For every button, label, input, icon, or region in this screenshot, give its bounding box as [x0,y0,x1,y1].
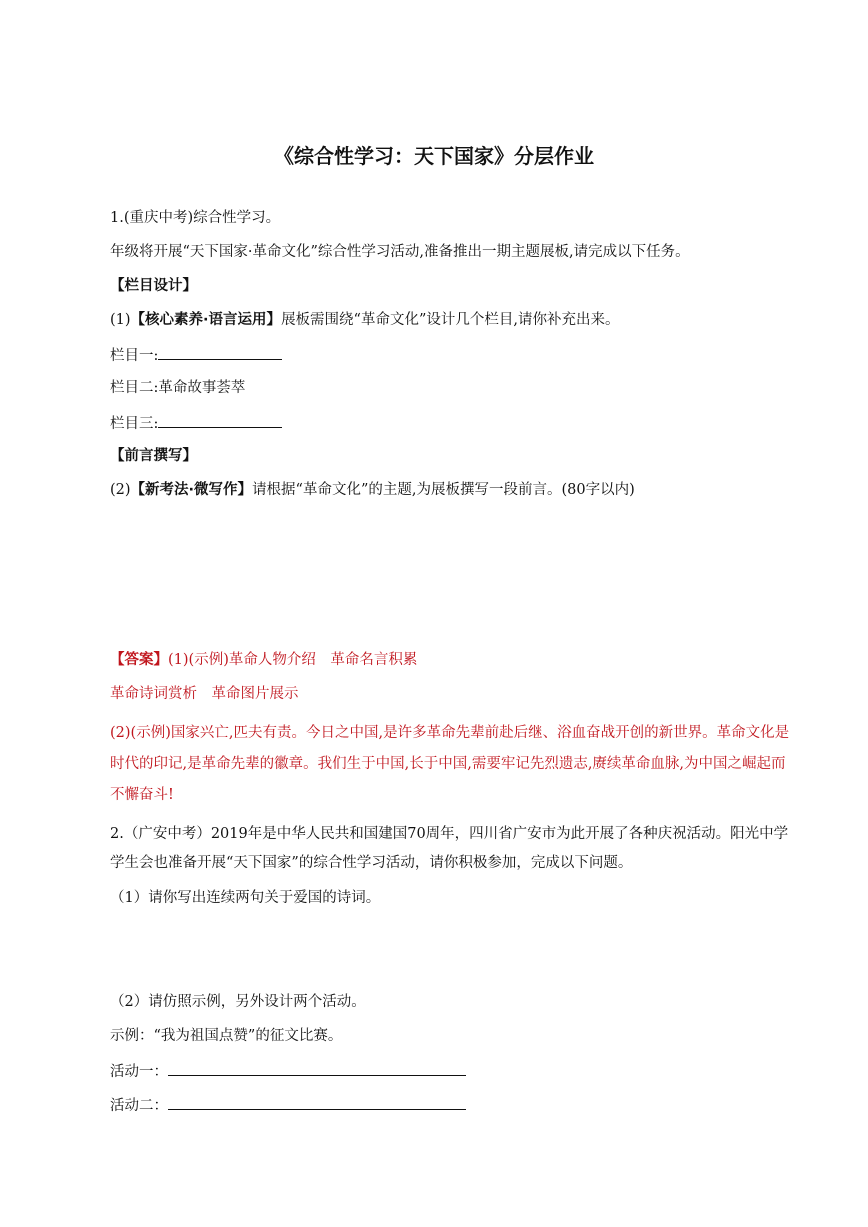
q1-sub2-tag: 【新考法·微写作】 [130,482,253,498]
q2-sub1: （1）请你写出连续两句关于爱国的诗词。 [110,890,381,906]
answer-part1-items: (1)(示例)革命人物介绍 革命名言积累 [168,652,418,668]
q2-example: 示例：“我为祖国点赞”的征文比赛。 [110,1028,343,1044]
page-title: 《综合性学习：天下国家》分层作业 [274,144,594,168]
q1-sub2-text: 请根据“革命文化”的主题,为展板撰写一段前言。(80字以内) [252,482,635,498]
q1-sub2-num: (2) [110,482,131,498]
q1-column1 [110,344,790,366]
q1-head: 1.(重庆中考)综合性学习。 [110,210,281,226]
activity1-label: 活动一： [110,1064,168,1080]
answer-tag: 【答案】 [110,652,168,668]
column1-label: 栏目一: [110,348,159,364]
column3-label: 栏目三: [110,416,159,432]
q2-intro: 2.（广安中考）2019年是中华人民共和国建国70周年，四川省广安市为此开展了各种庆祝活动。阳光中学学生会也准备开展“天下国家”的综合性学习活动，请你积极参加，完成以下问题。 [110,826,789,871]
q1-sub1-num: (1) [110,312,131,328]
activity2-label: 活动二： [110,1098,168,1114]
activity2-answer-blank[interactable] [168,1094,466,1110]
q1-column2: 栏目二:革命故事荟萃 [110,380,246,396]
q1-section-preface: 【前言撰写】 [110,448,197,464]
q1-sub1 [110,310,790,330]
q2-sub2: （2）请仿照示例，另外设计两个活动。 [110,994,366,1010]
q1-sub2 [110,480,790,500]
q2-activity2 [110,1094,790,1116]
answer-line2: 革命诗词赏析 革命图片展示 [110,686,299,702]
column1-answer-blank[interactable] [158,344,282,360]
answer-part2-paragraph: (2)(示例)国家兴亡,匹夫有责。今日之中国,是许多革命先辈前赴后继、浴血奋战开创的新世界。革命文化是时代的印记,是革命先辈的徽章。我们生于中国,长于中国,需要牢记先烈遗志,赓续革命血脉,为中国之崛起而不懈奋斗! [110,725,790,803]
q2-activity1 [110,1060,790,1082]
q1-sub1-tag: 【核心素养·语言运用】 [130,312,282,328]
q1-intro: 年级将开展“天下国家·革命文化”综合性学习活动,准备推出一期主题展板,请完成以下任务。 [110,244,690,260]
q1-sub1-text: 展板需围绕“革命文化”设计几个栏目,请你补充出来。 [281,312,620,328]
q1-section-column-design: 【栏目设计】 [110,278,197,294]
answer-line1 [110,650,790,670]
activity1-answer-blank[interactable] [168,1060,466,1076]
column3-answer-blank[interactable] [158,412,282,428]
q1-column3 [110,412,790,434]
